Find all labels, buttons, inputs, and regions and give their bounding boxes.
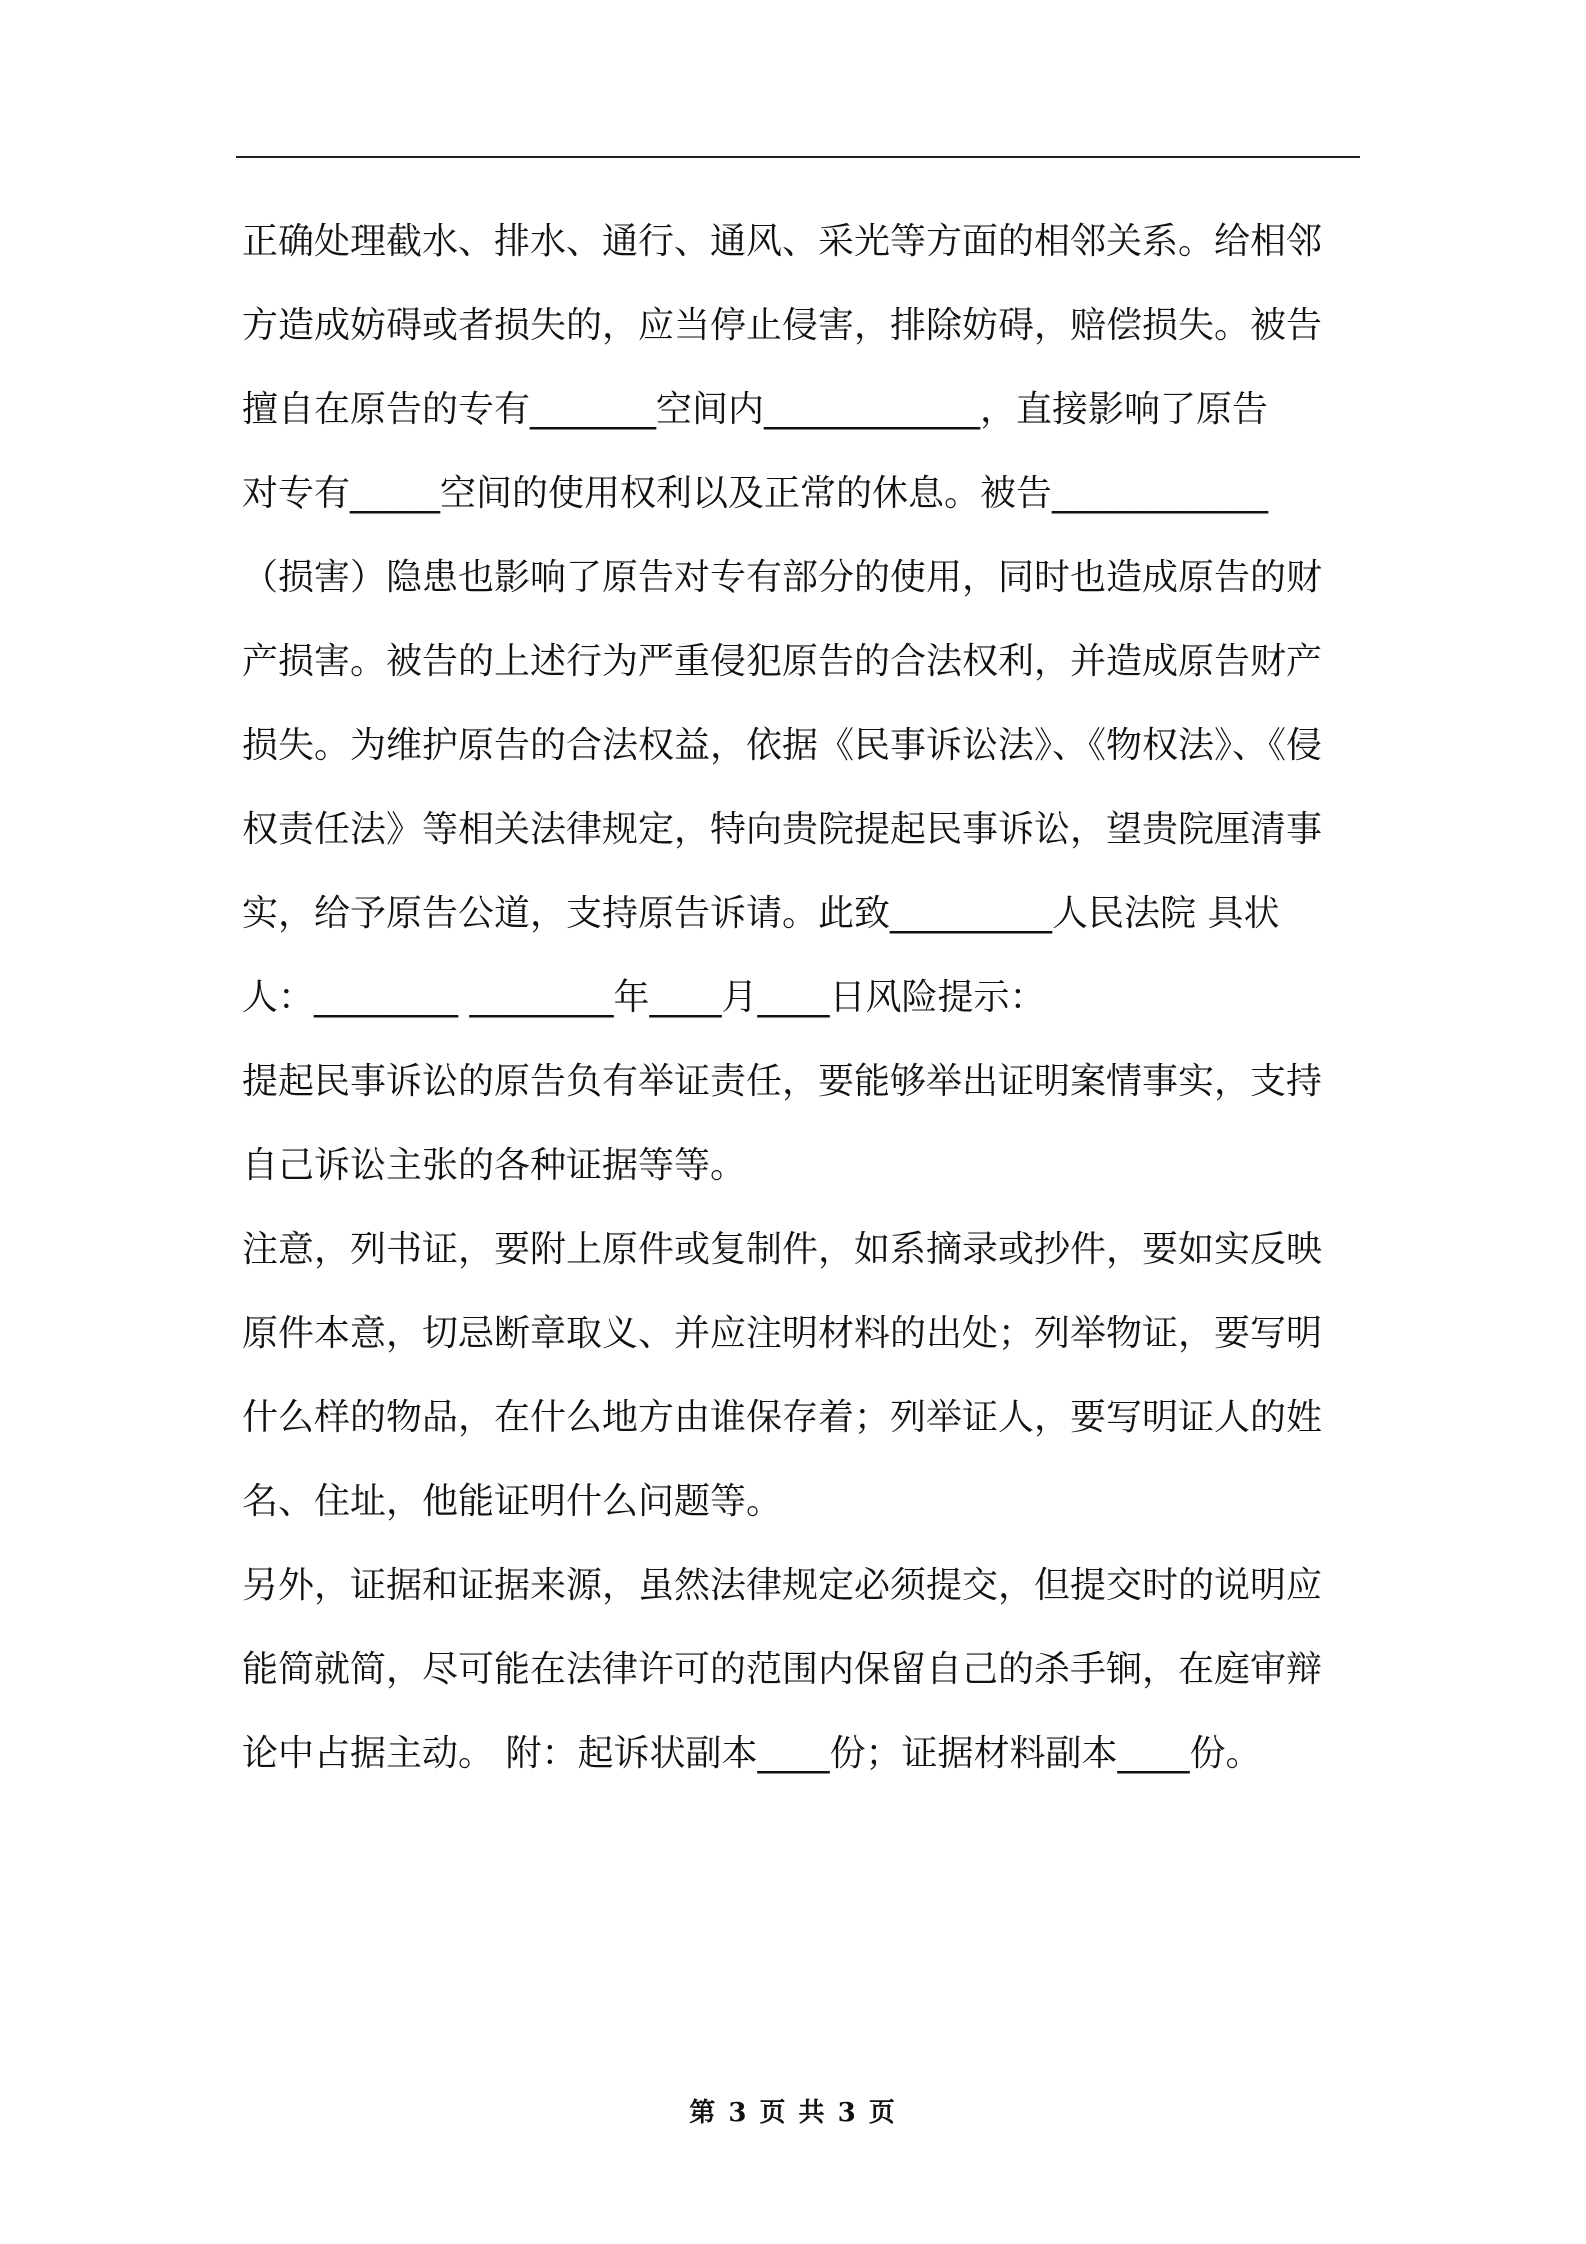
document-body	[242, 200, 1360, 1796]
header-rule	[236, 156, 1360, 158]
text-line: 注意，列书证，要附上原件或复制件，如系摘录或抄件，要如实反映	[242, 1229, 1323, 1270]
text-line: 自己诉讼主张的各种证据等等。	[242, 1145, 747, 1186]
text-line: 名、住址，他能证明什么问题等。	[242, 1481, 783, 1522]
text-line: 产损害。被告的上述行为严重侵犯原告的合法权利，并造成原告财产	[242, 641, 1323, 682]
text-line: 损失。为维护原告的合法权益，依据《民事诉讼法》、《物权法》、《侵	[242, 725, 1323, 766]
text-line: 另外，证据和证据来源，虽然法律规定必须提交，但提交时的说明应	[242, 1565, 1323, 1606]
text-line: 权责任法》等相关法律规定，特向贵院提起民事诉讼，望贵院厘清事	[242, 809, 1323, 850]
text-line: 能简就简，尽可能在法律许可的范围内保留自己的杀手锏，在庭审辩	[242, 1649, 1323, 1690]
text-line: 论中占据主动。 附：起诉状副本____份；证据材料副本____份。	[242, 1733, 1262, 1774]
text-line: 对专有_____空间的使用权利以及正常的休息。被告____________	[242, 473, 1269, 514]
text-line: 正确处理截水、排水、通行、通风、采光等方面的相邻关系。给相邻	[242, 221, 1323, 262]
text-line: 提起民事诉讼的原告负有举证责任，要能够举出证明案情事实，支持	[242, 1061, 1323, 1102]
text-line: 原件本意，切忌断章取义、并应注明材料的出处；列举物证，要写明	[242, 1313, 1323, 1354]
page-number-footer: 第 3 页 共 3 页	[689, 2098, 897, 2128]
text-line: 什么样的物品，在什么地方由谁保存着；列举证人，要写明证人的姓	[242, 1397, 1323, 1438]
text-line: 人：________ ________年____月____日风险提示：	[242, 977, 1046, 1018]
text-line: 方造成妨碍或者损失的，应当停止侵害，排除妨碍，赔偿损失。被告	[242, 305, 1323, 346]
text-line: （损害）隐患也影响了原告对专有部分的使用，同时也造成原告的财	[242, 557, 1323, 598]
text-line: 擅自在原告的专有_______空间内____________，直接影响了原告	[242, 389, 1269, 430]
text-line: 实，给予原告公道，支持原告诉请。此致_________人民法院 具状	[242, 893, 1280, 934]
